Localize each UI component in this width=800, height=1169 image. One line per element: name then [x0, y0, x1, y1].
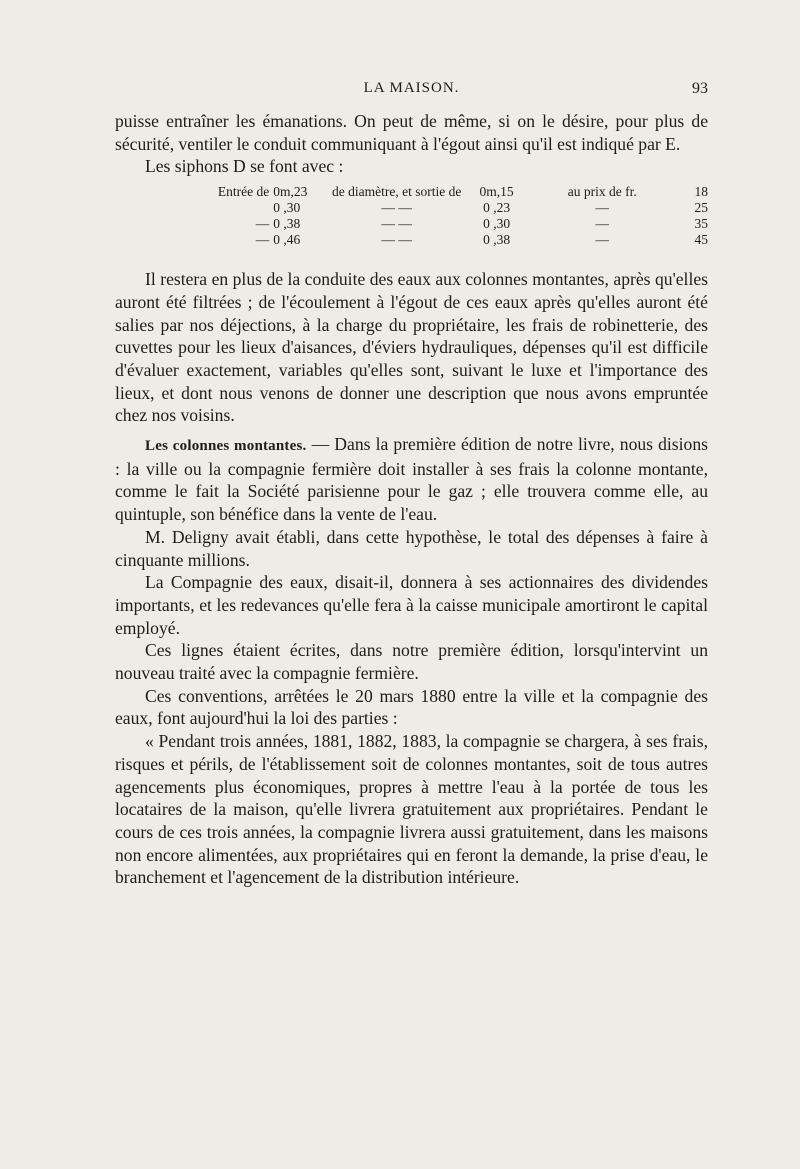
paragraph-4-text: — Dans la première édition de notre livre, nous disions : la ville ou la compagnie fermière doit installer à ses frais la colonne montante, comme le fait la Société parisienne pour le gaz ; elle trouvera comme elle, au quintuple, son bénéfice dans la vente de l'eau. [115, 434, 708, 525]
siphon-cell-mid2: au prix de fr. [567, 184, 637, 200]
siphon-cell-d2: 0 ,23 [483, 200, 511, 216]
section-heading: Les colonnes montantes. [145, 438, 307, 455]
siphon-cell-price: 25 [694, 200, 708, 216]
paragraph-5: M. Deligny avait établi, dans cette hypothèse, le total des dépenses à faire à cinquante millions. [115, 526, 708, 570]
siphon-cell-d2: 0m,15 [479, 184, 514, 200]
siphon-cell-d2: 0 ,38 [483, 232, 511, 248]
siphon-cell-d1: 0 ,46 [273, 232, 301, 248]
siphon-cell-lead: Entrée de [217, 184, 270, 200]
siphon-cell-mid: — — [381, 216, 412, 232]
paragraph-9: « Pendant trois années, 1881, 1882, 1883, la compagnie se chargera, à ses frais, risques et périls, de l'établissement soit de colonnes montantes, soit de tous autres agencements plus économiques, propres à mettre l'eau à la portée de tous les locataires de la maison, qu'elle livrera gratuitement aux propriétaires. Pendant le cours de ces trois années, la compagnie livrera aussi gratuitement, dans les maisons non encore alimentées, aux propriétaires qui en feront la demande, la prise d'eau, le branchement et l'agencement de la distribution intérieure. [115, 731, 708, 888]
siphon-cell-price: 35 [694, 216, 708, 232]
siphon-cell-mid: de diamètre, et sortie de [332, 184, 462, 200]
siphon-price-table [115, 184, 708, 248]
siphon-cell-d1: 0 ,38 [273, 216, 301, 232]
siphon-cell-d1: 0 ,30 [273, 200, 301, 216]
siphon-cell-lead [115, 200, 273, 216]
paragraph-4 [115, 433, 708, 526]
siphon-table-row [115, 232, 708, 248]
siphon-cell-mid2: — [595, 200, 610, 216]
paragraph-7: Ces lignes étaient écrites, dans notre première édition, lorsqu'intervint un nouveau traité avec la compagnie fermière. [115, 640, 708, 684]
siphon-table-row [115, 200, 708, 216]
siphon-cell-mid: — — [381, 200, 412, 216]
siphon-cell-mid: — — [381, 232, 412, 248]
paragraph-siphons-intro: Les siphons D se font avec : [145, 156, 344, 177]
siphon-cell-lead: — [255, 216, 270, 232]
paragraph-6: La Compagnie des eaux, disait-il, donnera à ses actionnaires des dividendes importants, et les redevances qu'elle fera à la caisse municipale amortiront le capital employé. [115, 572, 708, 638]
siphon-cell-price: 18 [694, 184, 708, 200]
siphon-cell-mid2: — [595, 216, 610, 232]
paragraph-8: Ces conventions, arrêtées le 20 mars 1880 entre la ville et la compagnie des eaux, font aujourd'hui la loi des parties : [115, 685, 708, 729]
page-number: 93 [692, 80, 708, 97]
paragraph-3: Il restera en plus de la conduite des eaux aux colonnes montantes, après qu'elles auront été filtrées ; de l'écoulement à l'égout de ces eaux après qu'elles auront été salies par nos déjections, à la charge du propriétaire, les frais de robinetterie, des cuvettes pour les lieux d'aisances, d'éviers hydrauliques, dépenses qu'il est difficile d'évaluer exactement, variables qu'elles sont, suivant le luxe et l'importance des lieux, et dont nous venons de donner une description que nous avons empruntée chez nos voisins. [115, 269, 708, 426]
siphon-cell-d2: 0 ,30 [483, 216, 511, 232]
siphon-table-row [115, 184, 708, 200]
siphon-cell-d1: 0m,23 [273, 184, 308, 200]
siphon-cell-lead: — [255, 232, 270, 248]
body-text [115, 110, 708, 889]
siphon-cell-price: 45 [694, 232, 708, 248]
running-title: LA MAISON. [363, 80, 460, 96]
page-header [115, 80, 708, 102]
siphon-table-row [115, 216, 708, 232]
paragraph-1: puisse entraîner les émanations. On peut de même, si on le désire, pour plus de sécurité, ventiler le conduit communiquant à l'égout ainsi qu'il est indiqué par E. [115, 111, 708, 154]
siphon-cell-mid2: — [595, 232, 610, 248]
